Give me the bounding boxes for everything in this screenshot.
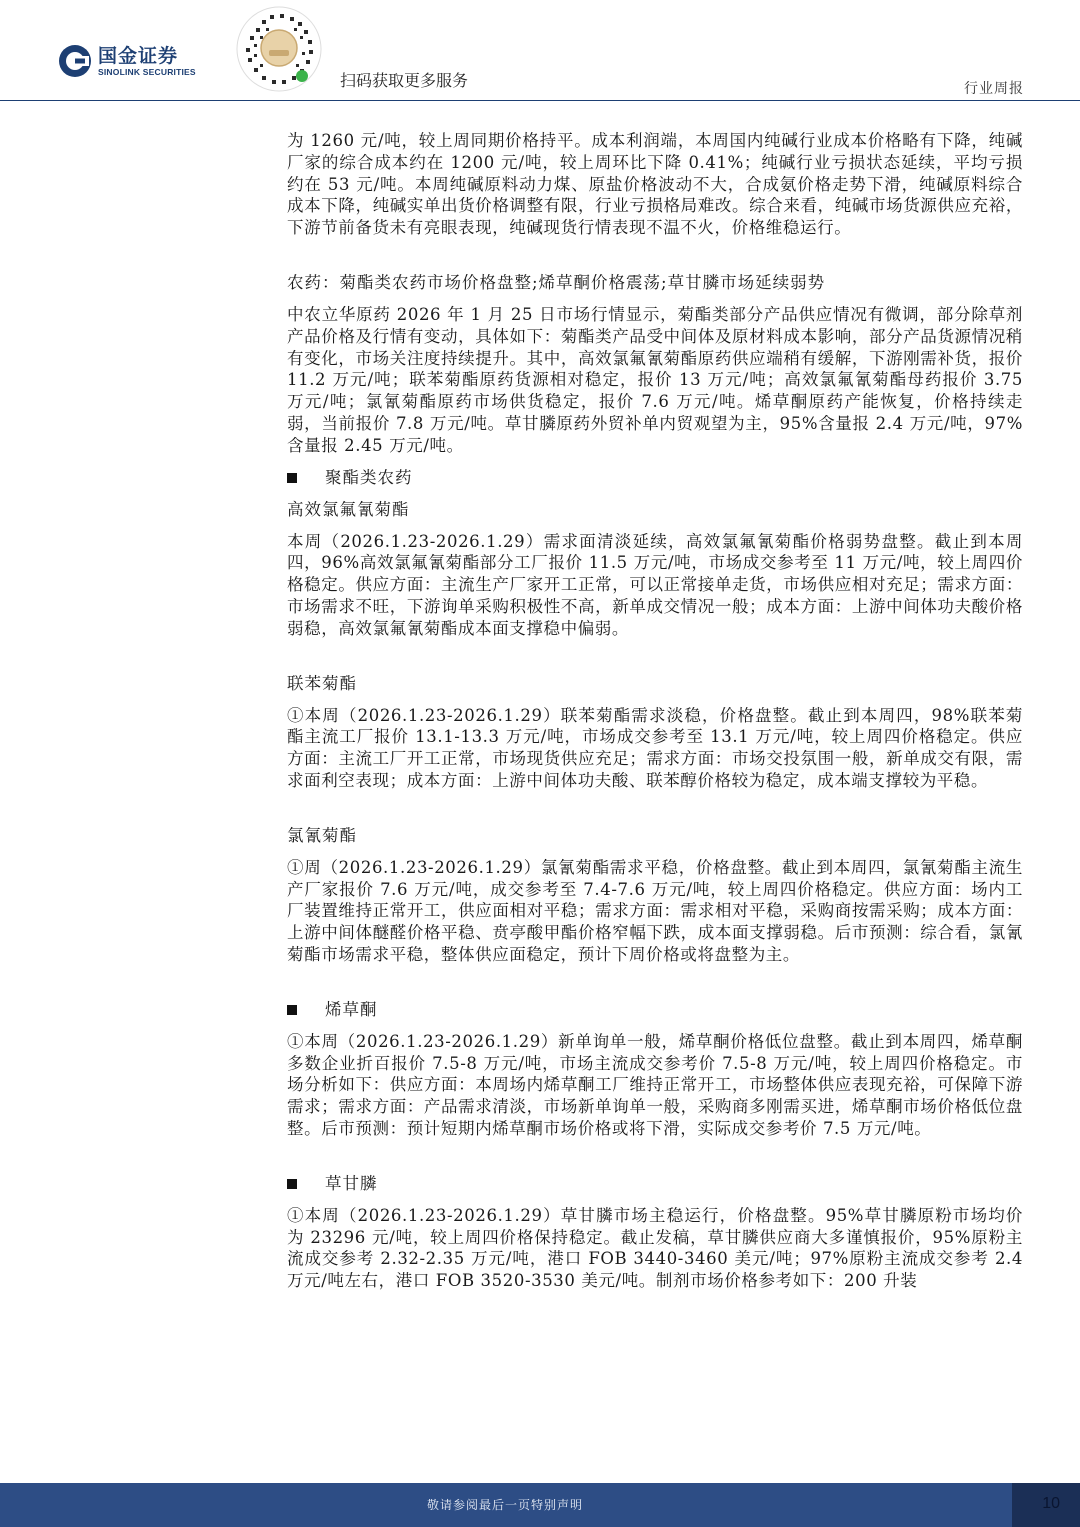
qr-code-icon[interactable] — [236, 6, 322, 92]
cypermethrin-paragraph: ①周（2026.1.23-2026.1.29）氯氰菊酯需求平稳，价格盘整。截止到本周四，氯氰菊酯主流生产厂家报价 7.6 万元/吨，成交参考至 7.4-7.6 万元/吨，较上周四价格稳定。供应方面：场内工厂装置维持正常开工，供应面相对平稳；需求方面：需求相对平稳，采购商按需采购；成本方面：上游中间体醚醛价格平稳、贲亭酸甲酯价格窄幅下跌，成本面支撑弱稳。后市预测：综合看，氯氰菊酯市场需求平稳，整体供应面稳定，预计下周价格或将盘整为主。 — [287, 857, 1023, 964]
glyphosate-bullet-heading — [287, 1173, 1023, 1195]
logo-english-name: SINOLINK SECURITIES — [98, 67, 196, 77]
soda-ash-paragraph: 为 1260 元/吨，较上周同期价格持平。成本利润端，本周国内纯碱行业成本价格略有下降，纯碱厂家的综合成本约在 1200 元/吨，较上周环比下降 0.41%；纯碱行业亏损状态延续，平均亏损约在 53 元/吨。本周纯碱原料动力煤、原盐价格波动不大，合成氨价格走势下滑，纯碱原料综合成本下降，纯碱实单出货价格调整有限，行业亏损格局难改。综合来看，纯碱市场货源供应充裕，下游节前备货未有亮眼表现，纯碱现货行情表现不温不火，价格维稳运行。 — [287, 131, 1023, 238]
company-logo — [58, 44, 196, 78]
clethodim-heading-text: 烯草酮 — [325, 999, 378, 1019]
sinolink-logo-icon — [58, 44, 92, 78]
clethodim-paragraph: ①本周（2026.1.23-2026.1.29）新单询单一般，烯草酮价格低位盘整。截止到本周四，烯草酮多数企业折百报价 7.5-8 万元/吨，市场主流成交参考价 7.5-8 万元/吨，较上周四价格稳定。市场分析如下：供应方面：本周场内烯草酮工厂维持正常开工，市场整体供应表现充裕，可保障下游需求；需求方面：产品需求清淡，市场新单询单一般，采购商多刚需买进，烯草酮市场价格低位盘整。后市预测：预计短期内烯草酮市场价格或将下滑，实际成交参考价 7.5 万元/吨。 — [287, 1031, 1023, 1138]
cypermethrin-heading: 氯氰菊酯 — [287, 825, 357, 845]
bullet-square-icon — [287, 1005, 297, 1015]
report-body — [287, 130, 1023, 1292]
page-number-box — [1012, 1483, 1080, 1527]
pesticide-section-heading: 农药：菊酯类农药市场价格盘整;烯草酮价格震荡;草甘膦市场延续弱势 — [287, 272, 826, 292]
report-type-tag: 行业周报 — [964, 81, 1024, 97]
pesticide-overview-paragraph: 中农立华原药 2026 年 1 月 25 日市场行情显示，菊酯类部分产品供应情况有微调，部分除草剂产品价格及行情有变动，具体如下：菊酯类产品受中间体及原材料成本影响，部分产品货源情况稍有变化，市场关注度持续提升。其中，高效氯氟氰菊酯原药供应端稍有缓解，下游刚需补货，报价 11.2 万元/吨；联苯菊酯原药货源相对稳定，报价 13 万元/吨；高效氯氟氰菊酯母药报价 3.75 万元/吨；氯氰菊酯原药市场供货稳定，报价 7.6 万元/吨。烯草酮原药产能恢复，价格持续走弱，当前报价 7.8 万元/吨。草甘膦原药外贸补单内贸观望为主，95%含量报 2.4 万元/吨，97%含量报 2.45 万元/吨。 — [287, 304, 1023, 455]
header-divider — [0, 100, 1080, 101]
bullet-square-icon — [287, 1179, 297, 1189]
bullet-square-icon — [287, 473, 297, 483]
glyphosate-paragraph: ①本周（2026.1.23-2026.1.29）草甘膦市场主稳运行，价格盘整。95%草甘膦原粉市场均价为 23296 元/吨，较上周四价格保持稳定。截止发稿，草甘膦供应商大多谨慎报价，95%原粉主流成交参考 2.32-2.35 万元/吨，港口 FOB 3440-3460 美元/吨；97%原粉主流成交参考 2.4 万元/吨左右，港口 FOB 3520-3530 美元/吨。制剂市场价格参考如下：200 升装 — [287, 1205, 1023, 1291]
pyrethroid-bullet-heading — [287, 467, 1023, 489]
glyphosate-heading-text: 草甘膦 — [325, 1173, 378, 1193]
bifenthrin-heading: 联苯菊酯 — [287, 673, 357, 693]
page-footer — [0, 1483, 1080, 1527]
clethodim-bullet-heading — [287, 999, 1023, 1021]
pyrethroid-heading-text: 聚酯类农药 — [325, 467, 413, 487]
lambda-cyhalothrin-paragraph: 本周（2026.1.23-2026.1.29）需求面清淡延续，高效氯氟氰菊酯价格弱势盘整。截止到本周四，96%高效氯氟氰菊酯部分工厂报价 11.5 万元/吨，市场成交参考至 11 万元/吨，较上周四价格稳定。供应方面：主流生产厂家开工正常，可以正常接单走货，市场供应相对充足；需求方面：市场需求不旺，下游询单采购积极性不高，新单成交情况一般；成本方面：上游中间体功夫酸价格弱稳，高效氯氟氰菊酯成本面支撑稳中偏弱。 — [287, 531, 1023, 638]
footer-disclaimer: 敬请参阅最后一页特别声明 — [426, 1498, 583, 1512]
qr-code-label: 扫码获取更多服务 — [340, 71, 469, 90]
page-header — [0, 0, 1080, 102]
page-number: 10 — [1042, 1495, 1060, 1512]
logo-chinese-name: 国金证券 — [98, 45, 179, 67]
bifenthrin-paragraph: ①本周（2026.1.23-2026.1.29）联苯菊酯需求淡稳，价格盘整。截止到本周四，98%联苯菊酯主流工厂报价 13.1-13.3 万元/吨，市场成交参考至 13.1 万元/吨，较上周四价格稳定。供应方面：主流工厂开工正常，市场现货供应充足；需求方面：市场交投氛围一般，新单成交有限，需求面利空表现；成本方面：上游中间体功夫酸、联苯醇价格较为稳定，成本端支撑较为平稳。 — [287, 705, 1023, 790]
lambda-cyhalothrin-heading: 高效氯氟氰菊酯 — [287, 499, 410, 519]
